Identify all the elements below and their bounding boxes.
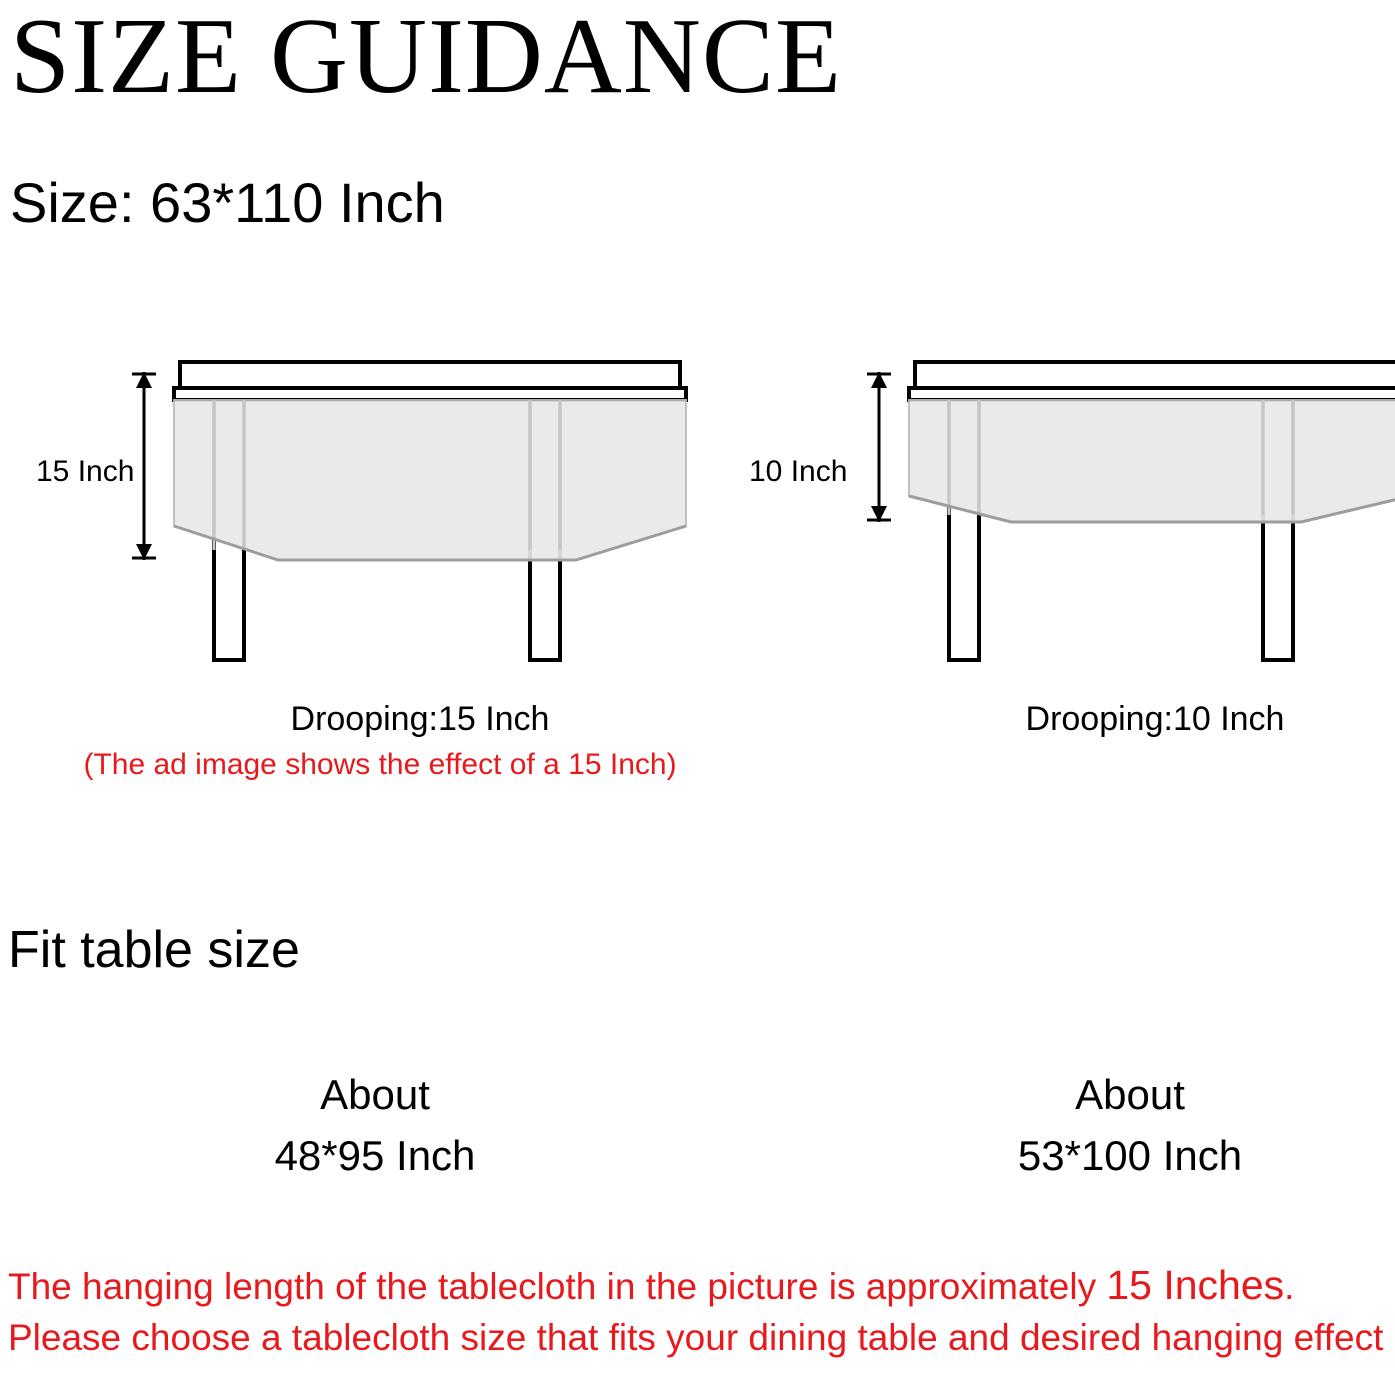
table-illustration-right (845, 350, 1395, 690)
diagram-15-inch (36, 350, 730, 690)
dimension-label-left: 15 Inch (36, 455, 135, 488)
footer-line-1 (8, 1258, 1393, 1313)
footer-line-1-a: The hanging length of the tablecloth in the picture is approximately (8, 1266, 1107, 1307)
fit-value-right: 53*100 Inch (1017, 1131, 1243, 1179)
drooping-caption-right: Drooping:10 Inch (1025, 700, 1285, 738)
page-title: SIZE GUIDANCE (10, 0, 842, 116)
footer-line-2: Please choose a tablecloth size that fits your dining table and desired hanging effect (8, 1317, 1384, 1359)
fit-size-right (900, 1065, 1360, 1187)
table-illustration-left (110, 350, 730, 690)
fit-about-left: About (320, 1071, 430, 1118)
footer-note (8, 1258, 1393, 1363)
size-spec: Size: 63*110 Inch (10, 171, 445, 234)
fit-size-left (145, 1065, 605, 1187)
ad-image-note: (The ad image shows the effect of a 15 Inch) (83, 748, 677, 781)
diagram-10-inch (749, 350, 1395, 690)
fit-value-left: 48*95 Inch (274, 1131, 476, 1179)
footer-line-1-highlight: 15 Inches (1106, 1262, 1285, 1308)
drooping-caption-left: Drooping:15 Inch (290, 700, 550, 738)
footer-line-1-b: . (1284, 1266, 1295, 1307)
fit-about-right: About (1075, 1071, 1185, 1118)
fit-table-size-title: Fit table size (8, 921, 300, 979)
dimension-label-right: 10 Inch (749, 455, 848, 488)
